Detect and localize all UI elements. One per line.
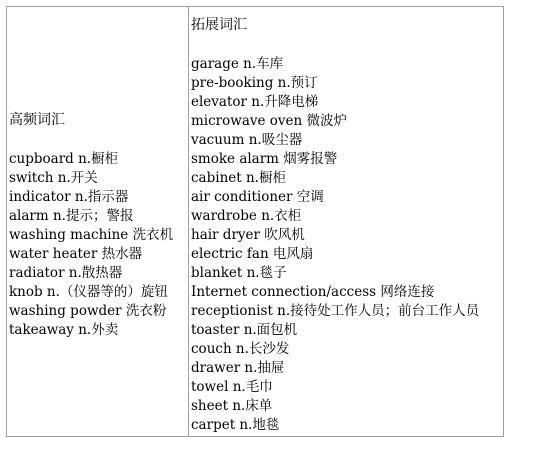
extended-item: towel n.毛巾 xyxy=(191,379,273,395)
extended-item: wardrobe n.衣柜 xyxy=(191,208,302,224)
extended-item: drawer n.抽屉 xyxy=(191,360,285,376)
extended-item: hair dryer 吹风机 xyxy=(191,227,305,243)
high-frequency-item: cupboard n.橱柜 xyxy=(9,151,119,167)
high-frequency-item: switch n.开关 xyxy=(9,170,98,186)
extended-heading: 拓展词汇 xyxy=(191,17,247,33)
high-frequency-column xyxy=(7,7,189,436)
extended-item: blanket n.毯子 xyxy=(191,265,287,281)
extended-item: vacuum n.吸尘器 xyxy=(191,132,303,148)
extended-item: couch n.长沙发 xyxy=(191,341,290,357)
extended-item: carpet n.地毯 xyxy=(191,417,280,433)
extended-item: sheet n.床单 xyxy=(191,398,273,414)
extended-item: toaster n.面包机 xyxy=(191,322,298,338)
extended-item: receptionist n.接待处工作人员；前台工作人员 xyxy=(191,303,480,319)
extended-item: pre-booking n.预订 xyxy=(191,75,318,91)
high-frequency-item: alarm n.提示；警报 xyxy=(9,208,134,224)
extended-item: elevator n.升降电梯 xyxy=(191,94,319,110)
high-frequency-item: radiator n.散热器 xyxy=(9,265,123,281)
high-frequency-item: knob n.（仪器等的）旋钮 xyxy=(9,284,168,300)
high-frequency-item: takeaway n.外卖 xyxy=(9,322,119,338)
extended-column xyxy=(189,7,503,436)
extended-item: electric fan 电风扇 xyxy=(191,246,314,262)
extended-item: garage n.车库 xyxy=(191,56,284,72)
extended-item: cabinet n.橱柜 xyxy=(191,170,286,186)
high-frequency-item: washing powder 洗衣粉 xyxy=(9,303,167,319)
extended-item: microwave oven 微波炉 xyxy=(191,113,348,129)
high-frequency-item: washing machine 洗衣机 xyxy=(9,227,174,243)
high-frequency-item: indicator n.指示器 xyxy=(9,189,129,205)
extended-item: air conditioner 空调 xyxy=(191,189,324,205)
high-frequency-heading: 高频词汇 xyxy=(9,112,65,128)
high-frequency-item: water heater 热水器 xyxy=(9,246,143,262)
vocabulary-table xyxy=(6,6,504,437)
extended-item: Internet connection/access 网络连接 xyxy=(191,284,435,300)
extended-item: smoke alarm 烟雾报警 xyxy=(191,151,338,167)
